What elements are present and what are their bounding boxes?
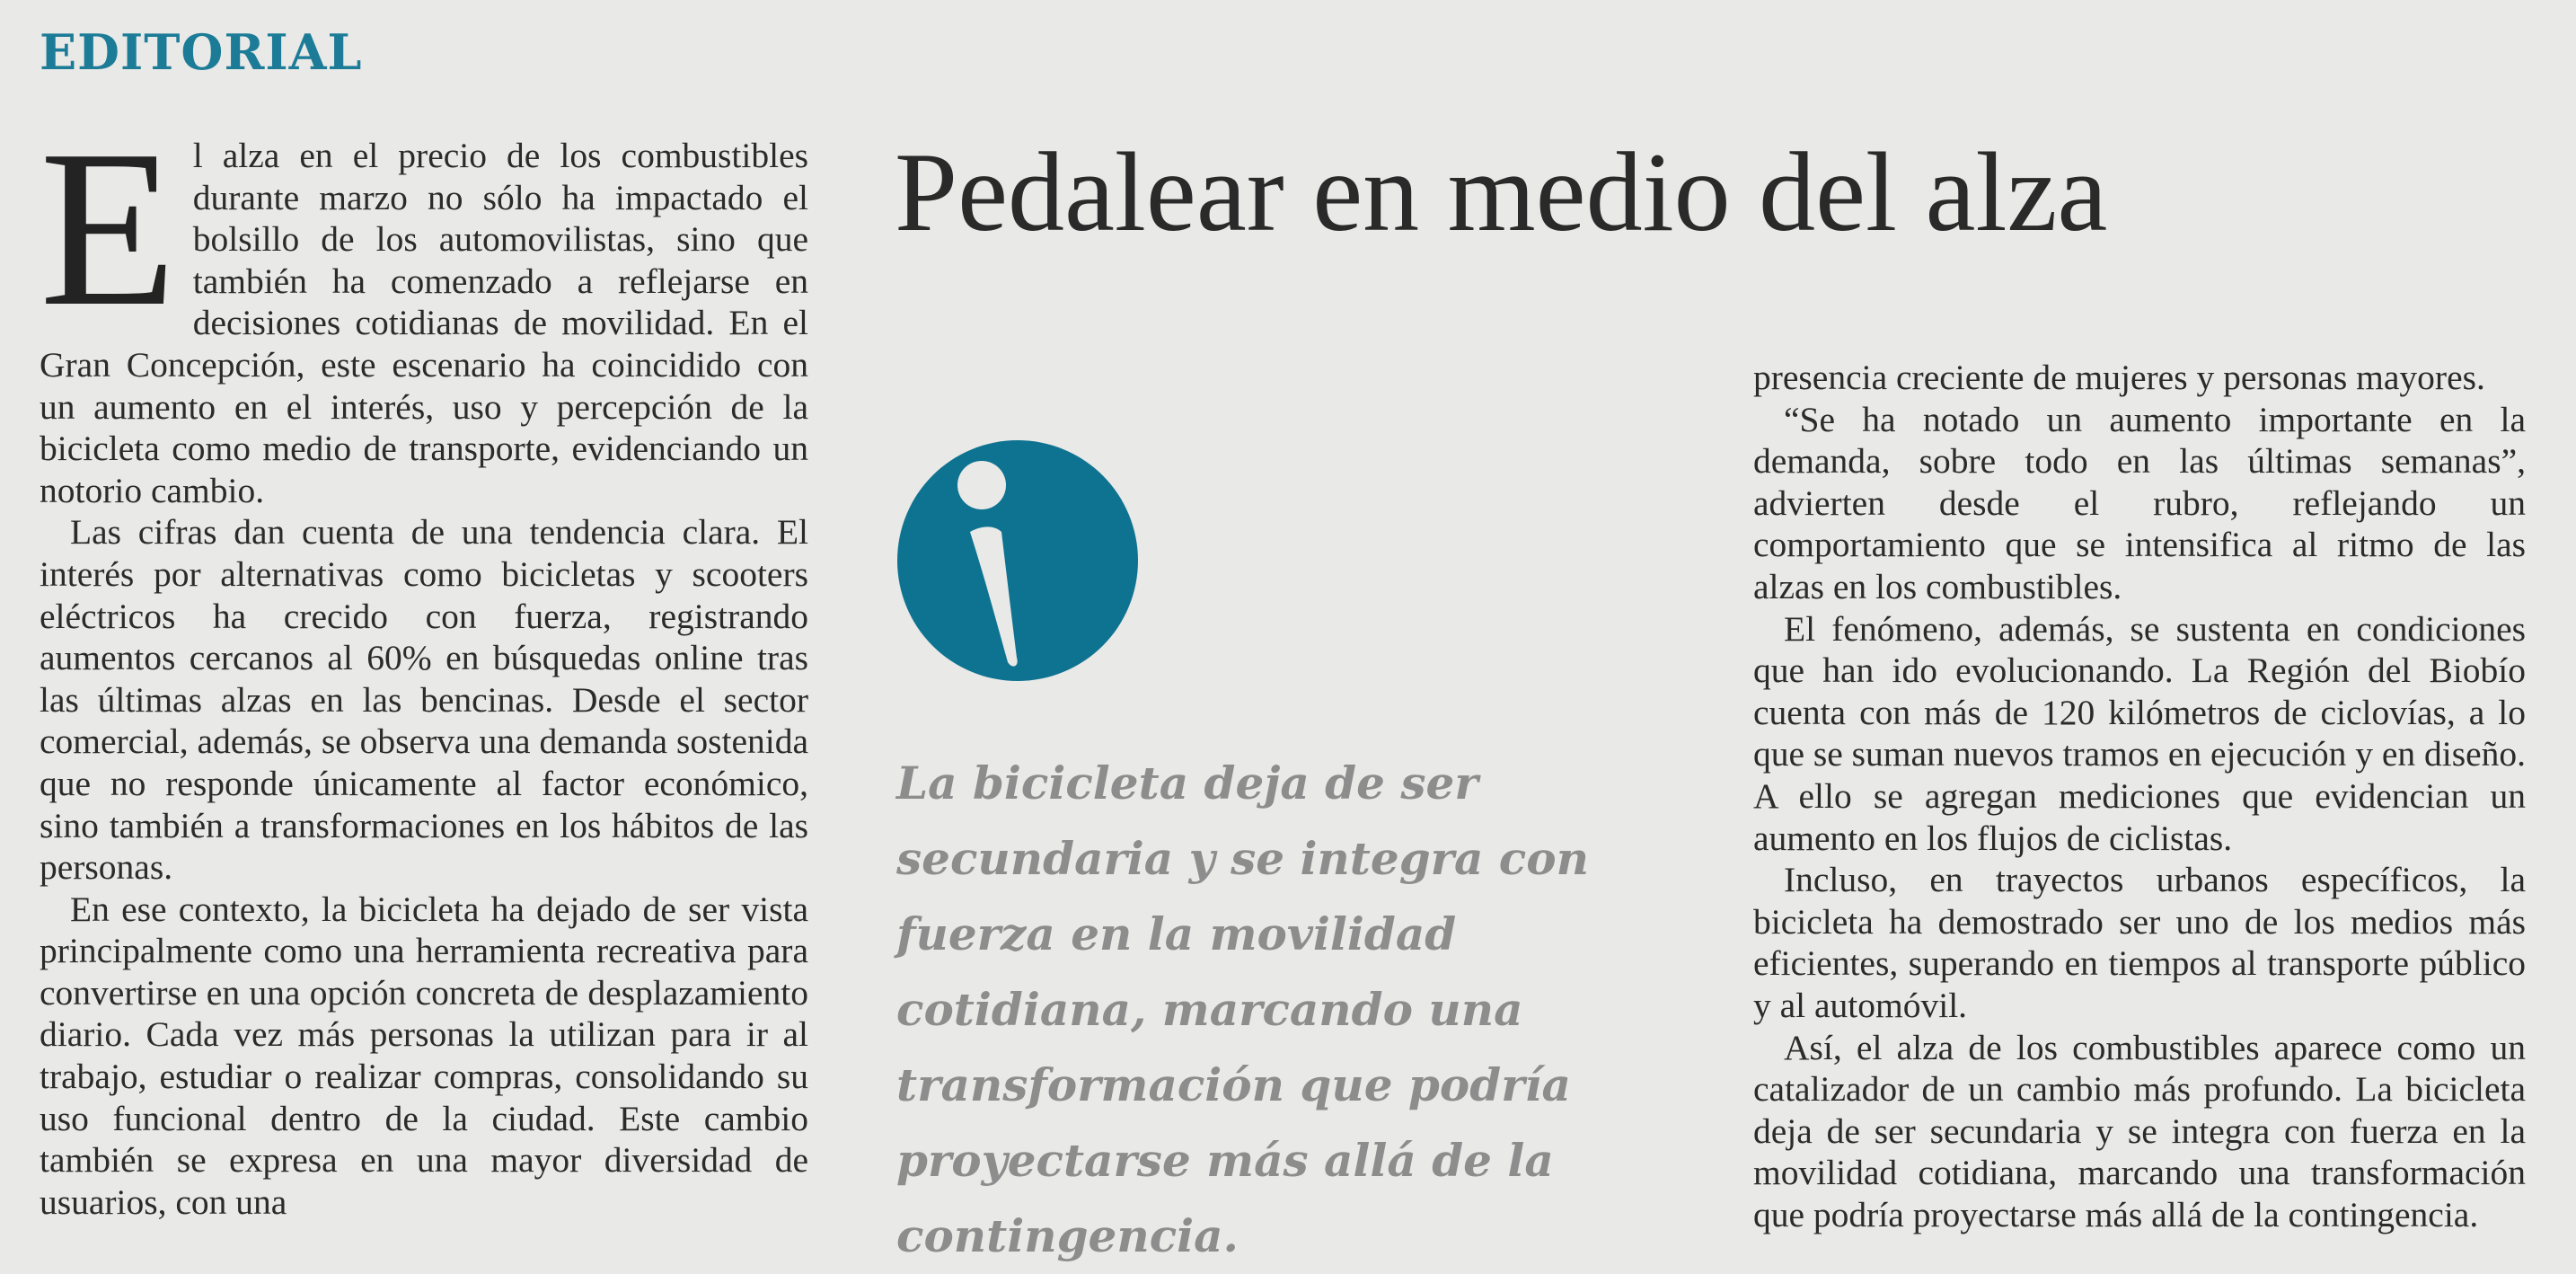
paragraph-text: l alza en el precio de los combustibles durante marzo no sólo ha impactado el bolsillo de los automovilistas, sino que también ha comenzado a reflejarse en decisiones cotidianas de movilidad. En el Gran Concepción, este escenario ha coincidido con un aumento en el interés, uso y percepción de la bicicleta como medio de transporte, evidenciando un notorio cambio. [40,136,808,510]
article-paragraph: El fenómeno, además, se sustenta en condiciones que han ido evolucionando. La Región del Biobío cuenta con más de 120 kilómetros de ciclovías, a lo que se suman nuevos tramos en ejecución y en diseño. A ello se agregan mediciones que evidencian un aumento en los flujos de ciclistas. [1753,608,2526,858]
section-label: EDITORIAL [40,23,363,81]
pullquote: La bicicleta deja de ser secundaria y se integra con fuerza en la movilidad cotidiana, marcando una transformación que podría proyectarse más allá de la contingencia. [896,756,1589,1262]
logo-circle [897,440,1138,681]
article-column-left [40,104,808,1223]
headline: Pedalear en medio del alza [895,130,2108,255]
logo-dot [957,461,1006,509]
article-paragraph: Las cifras dan cuenta de una tendencia clara. El interés por alternativas como bicicletas y scooters eléctricos ha crecido con fuerza, registrando aumentos cercanos al 60% en búsquedas online tras las últimas alzas en las bencinas. Desde el sector comercial, además, se observa una demanda sostenida que no responde únicamente al factor económico, sino también a transformaciones en los hábitos de las personas. [40,512,808,888]
article-paragraph: Así, el alza de los combustibles aparece como un catalizador de un cambio más profundo. La bicicleta deja de ser secundaria y se integra con fuerza en la movilidad cotidiana, marcando una transformación que podría proyectarse más allá de la contingencia. [1753,1027,2526,1234]
article-paragraph: Incluso, en trayectos urbanos específicos, la bicicleta ha demostrado ser uno de los medios más eficientes, superando en tiempos al transporte público y al automóvil. [1753,860,2526,1025]
article-paragraph: presencia creciente de mujeres y personas mayores. [1753,358,2485,397]
article-column-right [1753,357,2526,1235]
article-paragraph: “Se ha notado un aumento importante en la demanda, sobre todo en las últimas semanas”, advierten desde el rubro, reflejando un comportamiento que se intensifica al ritmo de las alzas en los combustibles. [1753,399,2526,606]
drop-cap: E [40,104,177,353]
article-paragraph [40,104,808,511]
article-paragraph: En ese contexto, la bicicleta ha dejado de ser vista principalmente como una herramienta recreativa para convertirse en una opción concreta de desplazamiento diario. Cada vez más personas la utilizan para ir al trabajo, estudiar o realizar compras, consolidando su uso funcional dentro de la ciudad. Este cambio también se expresa en una mayor diversidad de usuarios, con una [40,889,808,1222]
info-i-icon [896,435,1139,686]
